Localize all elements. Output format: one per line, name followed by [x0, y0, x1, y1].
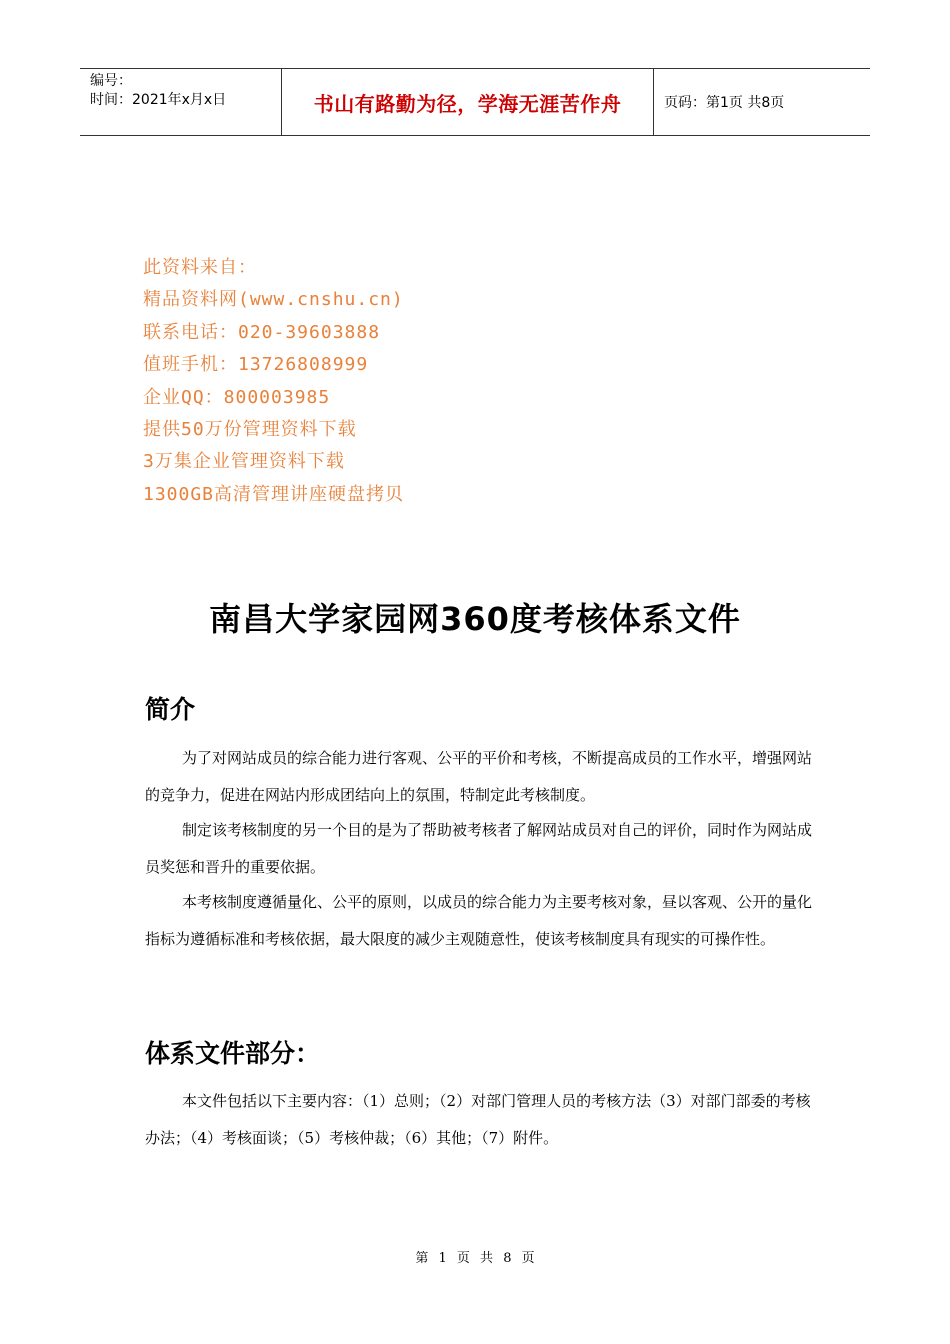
- header-page-info: 页码：第1页 共8页: [664, 95, 785, 111]
- header-motto: 书山有路勤为径，学海无涯苦作舟: [282, 69, 654, 135]
- intro-paragraph-2: 制定该考核制度的另一个目的是为了帮助被考核者了解网站成员对自己的评价，同时作为网站成员奖惩和晋升的重要依据。: [145, 821, 813, 876]
- source-line: 提供50万份管理资料下载: [143, 419, 357, 441]
- source-line: 企业QQ：800003985: [143, 386, 331, 408]
- intro-heading: 简介: [145, 695, 196, 724]
- page-header: [80, 68, 870, 136]
- document-title: 南昌大学家园网360度考核体系文件: [209, 600, 741, 638]
- intro-paragraph-1: 为了对网站成员的综合能力进行客观、公平的平价和考核，不断提高成员的工作水平，增强网站的竞争力，促进在网站内形成团结向上的氛围，特制定此考核制度。: [145, 749, 813, 804]
- source-line: 此资料来自：: [143, 257, 257, 278]
- document-time: 时间：2021年x月x日: [90, 92, 227, 108]
- source-line: 联系电话：020-39603888: [143, 321, 381, 343]
- source-line: 1300GB高清管理讲座硬盘拷贝: [143, 483, 405, 505]
- source-info-block: [143, 252, 404, 511]
- header-meta: [80, 69, 282, 135]
- source-line: 3万集企业管理资料下载: [143, 451, 345, 473]
- system-heading: 体系文件部分：: [145, 1039, 321, 1068]
- document-number-label: 编号：: [90, 73, 132, 89]
- page-footer: 第 1 页 共 8 页: [415, 1251, 535, 1266]
- source-line: 精品资料网(www.cnshu.cn): [143, 289, 404, 311]
- intro-paragraph-3: 本考核制度遵循量化、公平的原则，以成员的综合能力为主要考核对象，昼以客观、公开的量化指标为遵循标准和考核依据，最大限度的减少主观随意性，使该考核制度具有现实的可操作性。: [145, 893, 813, 948]
- source-line: 值班手机：13726808999: [143, 354, 369, 376]
- system-paragraph: 本文件包括以下主要内容：（1）总则；（2）对部门管理人员的考核方法（3）对部门部委的考核办法；（4）考核面谈；（5）考核仲裁；（6）其他；（7）附件。: [145, 1092, 811, 1147]
